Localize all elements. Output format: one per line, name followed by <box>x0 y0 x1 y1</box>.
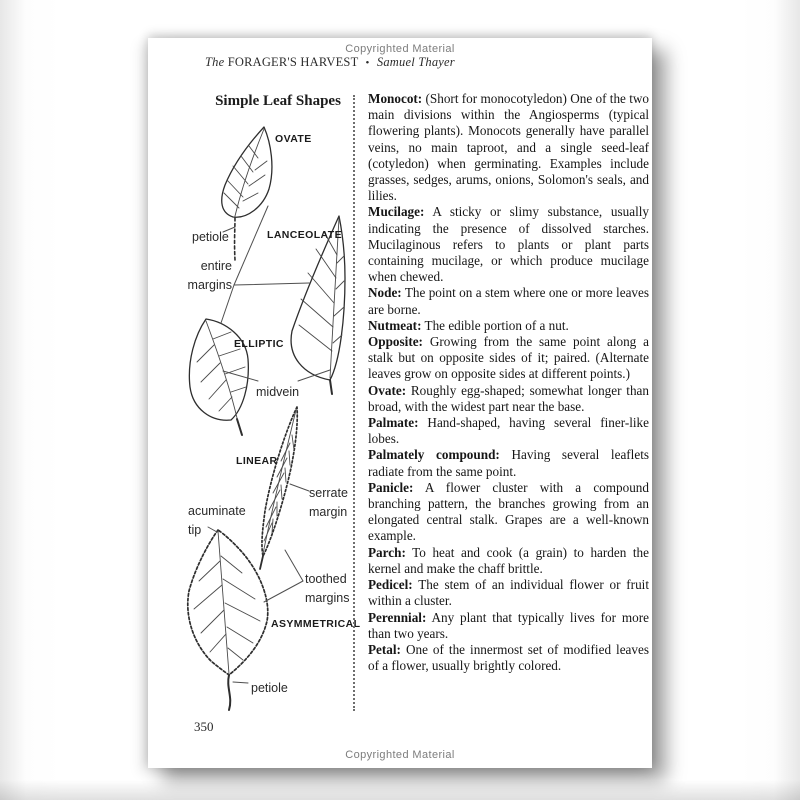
definition-monocot: Monocot: (Short for monocotyledon) One of the two main divisions within the Angiosperms (typical flowering plants). Monocots generally have parallel veins, no main taproot, and a single seed-leaf (cotyledon) when germinating. Examples include grasses, sedges, arums, onions, Solomon's seals, and lilies. <box>368 91 649 204</box>
book-page <box>148 38 652 768</box>
header-book-title-prefix: The <box>205 55 225 69</box>
callout-entire-margins-to-lanceolate <box>234 283 309 285</box>
annotation-serrate-margin: serrate margin <box>309 486 348 520</box>
elliptic-stem <box>237 419 242 435</box>
header-book-title: FORAGER'S HARVEST <box>227 55 359 69</box>
definition-term: Perennial: <box>368 609 427 625</box>
definition-term: Monocot: <box>368 91 423 106</box>
shape-label-lanceolate: LANCEOLATE <box>267 229 342 241</box>
linear-stem <box>260 556 263 569</box>
definition-term: Palmately compound: <box>368 447 500 463</box>
callout-midvein-to-elliptic <box>223 371 258 381</box>
definition-term: Palmate: <box>368 415 419 431</box>
glossary-list <box>368 91 649 674</box>
definition-petal: Petal: One of the innermost set of modified leaves of a flower, usually brightly colored. <box>368 641 649 674</box>
callout-toothed-margins-to-linear <box>285 550 303 581</box>
header-author: Samuel Thayer <box>376 55 455 69</box>
callout-entire-margins-to-ovate <box>234 206 268 285</box>
annotation-toothed-margins: toothed margins <box>305 572 350 606</box>
definition-panicle: Panicle: A flower cluster with a compound branching pattern, the branches growing from an elongated central stalk. Grapes are a well-known example. <box>368 479 649 544</box>
definition-nutmeat: Nutmeat: The edible portion of a nut. <box>368 317 569 333</box>
definition-mucilage: Mucilage: A sticky or slimy substance, usually indicating the presence of dissolved starches. Mucilaginous refers to plants or plant parts containing mucilage, or which produce mucilage when chewed. <box>368 204 649 285</box>
definition-palmate: Palmate: Hand-shaped, having several finer-like lobes. <box>368 415 649 447</box>
definition-pedicel: Pedicel: The stem of an individual flower or fruit within a cluster. <box>368 577 649 609</box>
elliptic-leaf-outline <box>189 319 248 420</box>
definition-term: Petal: <box>368 641 401 657</box>
annotation-entire-margins: entire margins <box>187 259 232 293</box>
copyright-notice-top: Copyrighted Material <box>345 43 455 55</box>
copyright-notice-bottom: Copyrighted Material <box>345 749 455 761</box>
shape-label-ovate: OVATE <box>275 133 312 145</box>
shape-label-elliptic: ELLIPTIC <box>234 338 284 350</box>
leaf-diagram-drawing <box>163 113 361 728</box>
shape-label-asymmetrical: ASYMMETRICAL <box>271 618 361 630</box>
annotation-petiole-top: petiole <box>192 230 229 244</box>
definition-term: Parch: <box>368 544 406 560</box>
definition-opposite: Opposite: Growing from the same point along a stalk but on opposite sides of it; paired. (Alternate leaves grow on opposite sides at different points.) <box>368 334 649 382</box>
diagram-title: Simple Leaf Shapes <box>215 93 341 109</box>
definition-perennial: Perennial: Any plant that typically lives for more than two years. <box>368 609 649 641</box>
definition-palmately-compound: Palmately compound: Having several leaflets radiate from the same point. <box>368 447 649 479</box>
definition-term: Panicle: <box>368 479 414 495</box>
callout-serrate-margin <box>290 484 309 491</box>
annotation-acuminate-tip: acuminate tip <box>188 504 246 538</box>
page-number: 350 <box>194 719 214 734</box>
callout-petiole-bottom <box>233 682 248 683</box>
annotation-petiole-bottom: petiole <box>251 681 288 695</box>
definition-term: Mucilage: <box>368 204 425 220</box>
definition-term: Opposite: <box>368 334 423 350</box>
definition-node: Node: The point on a stem where one or more leaves are borne. <box>368 285 649 317</box>
column-divider <box>353 95 355 711</box>
asymmetrical-petiole <box>228 675 230 710</box>
shape-label-linear: LINEAR <box>236 455 278 467</box>
definition-term: Pedicel: <box>368 577 413 593</box>
header-separator: • <box>365 57 370 69</box>
definition-term: Node: <box>368 285 402 301</box>
definition-parch: Parch: To heat and cook (a grain) to harden the kernel and make the chaff brittle. <box>368 544 649 576</box>
callout-toothed-margins-to-asymmetrical <box>264 581 303 602</box>
definition-term: Nutmeat: <box>368 317 422 333</box>
ovate-leaf-outline <box>222 127 272 217</box>
definition-ovate: Ovate: Roughly egg-shaped; somewhat longer than broad, with the widest part near the base. <box>368 382 649 414</box>
leaf-shapes-diagram <box>148 38 361 768</box>
lanceolate-stem <box>330 380 332 394</box>
definition-term: Ovate: <box>368 382 407 398</box>
annotation-midvein: midvein <box>256 385 300 399</box>
